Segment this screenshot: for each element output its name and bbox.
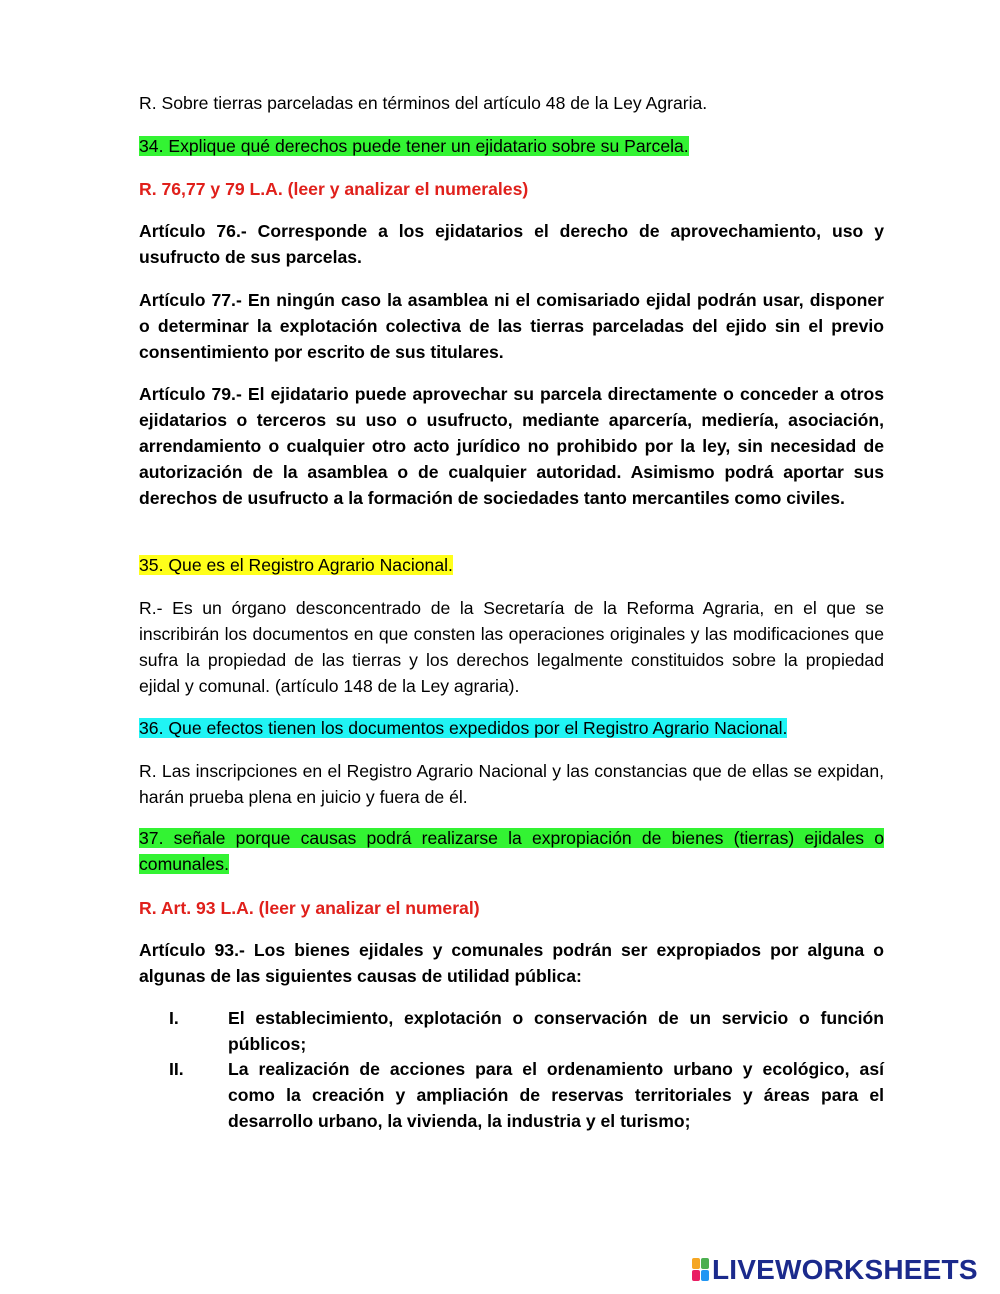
liveworksheets-logo (692, 1256, 992, 1286)
question-34-text: 34. Explique qué derechos puede tener un ejidatario sobre su Parcela. (139, 136, 689, 156)
list-item-text: La realización de acciones para el ordenamiento urbano y ecológico, así como la creación y ampliación de reservas territoriales y áreas para el desarrollo urbano, la vivienda, la industria y el turismo; (228, 1059, 884, 1131)
question-37 (139, 825, 884, 877)
list-item-number: I. (169, 1008, 179, 1028)
list-item-number: II. (169, 1059, 184, 1079)
answer-37-reference: R. Art. 93 L.A. (leer y analizar el numeral) (139, 898, 480, 918)
article-76: Artículo 76.- Corresponde a los ejidatarios el derecho de aprovechamiento, uso y usufructo de sus parcelas. (139, 221, 884, 267)
article-93: Artículo 93.- Los bienes ejidales y comunales podrán ser expropiados por alguna o algunas de las siguientes causas de utilidad pública: (139, 940, 884, 986)
question-35 (139, 552, 884, 578)
liveworksheets-logo-text: LIVEWORKSHEETS (712, 1254, 978, 1285)
answer-33: R. Sobre tierras parceladas en términos del artículo 48 de la Ley Agraria. (139, 93, 708, 113)
answer-34-reference: R. 76,77 y 79 L.A. (leer y analizar el numerales) (139, 179, 529, 199)
article-77: Artículo 77.- En ningún caso la asamblea ni el comisariado ejidal podrán usar, disponer o determinar la explotación colectiva de las tierras parceladas del ejido sin el previo consentimiento por escrito de sus titulares. (139, 290, 884, 362)
question-34 (139, 133, 884, 159)
answer-35: R.- Es un órgano desconcentrado de la Secretaría de la Reforma Agraria, en el que se inscribirán los documentos en que consten las operaciones originales y las modificaciones que sufra la propiedad de las tierras y los derechos legalmente constituidos sobre la propiedad ejidal y comunal. (artículo 148 de la Ley agraria). (139, 598, 884, 696)
list-item-text: El establecimiento, explotación o conservación de un servicio o función públicos; (228, 1008, 884, 1054)
question-35-text: 35. Que es el Registro Agrario Nacional. (139, 555, 453, 575)
question-36-text: 36. Que efectos tienen los documentos expedidos por el Registro Agrario Nacional. (139, 718, 788, 738)
liveworksheets-logo-icon (692, 1258, 710, 1282)
answer-36: R. Las inscripciones en el Registro Agrario Nacional y las constancias que de ellas se expidan, harán prueba plena en juicio y fuera de él. (139, 761, 884, 807)
question-36 (139, 715, 884, 741)
question-37-text: 37. señale porque causas podrá realizarse la expropiación de bienes (tierras) ejidales o comunales. (139, 828, 884, 874)
article-79: Artículo 79.- El ejidatario puede aprovechar su parcela directamente o conceder a otros ejidatarios o terceros su uso o usufructo, mediante aparcería, mediería, asociación, arrendamiento o cualquier otro acto jurídico no prohibido por la ley, sin necesidad de autorización de la asamblea o de cualquier autoridad. Asimismo podrá aportar sus derechos de usufructo a la formación de sociedades tanto mercantiles como civiles. (139, 384, 884, 508)
